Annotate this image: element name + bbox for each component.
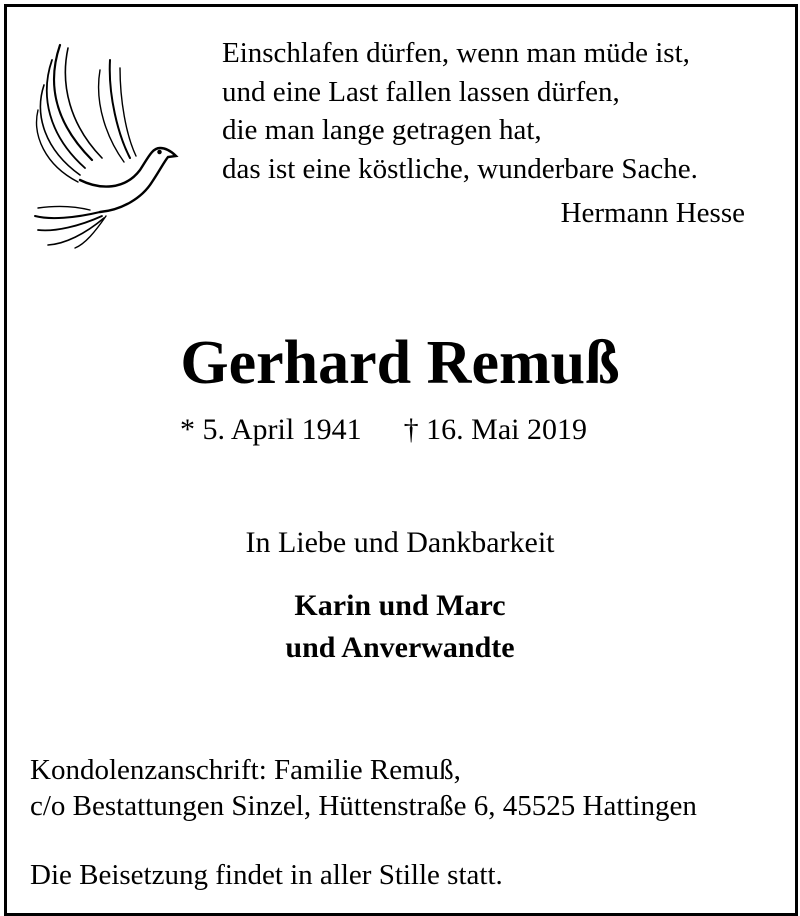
condolence-address <box>30 752 697 824</box>
mourners-line: und Anverwandte <box>285 631 515 664</box>
poem-quote <box>222 34 698 188</box>
poem-line: Einschlafen dürfen, wenn man müde ist, <box>222 37 690 69</box>
burial-note: Die Beisetzung findet in aller Stille statt. <box>30 859 503 891</box>
poem-author: Hermann Hesse <box>560 197 745 229</box>
death-date: † 16. Mai 2019 <box>403 413 587 446</box>
poem-line: die man lange getragen hat, <box>222 114 542 146</box>
poem-line: und eine Last fallen lassen dürfen, <box>222 75 620 108</box>
mourners-line: Karin und Marc <box>294 589 506 622</box>
life-dates <box>180 413 587 447</box>
birth-date: * 5. April 1941 <box>180 413 362 446</box>
dedication-text: In Liebe und Dankbarkeit <box>245 526 555 559</box>
poem-line: das ist eine köstliche, wunderbare Sache. <box>222 152 698 185</box>
mourners <box>0 585 800 669</box>
deceased-name: Gerhard Remuß <box>180 329 620 397</box>
condolence-line: c/o Bestattungen Sinzel, Hüttenstraße 6, 45525 Hattingen <box>30 790 697 822</box>
condolence-line: Kondolenzanschrift: Familie Remuß, <box>30 754 461 786</box>
dove-icon <box>30 40 180 250</box>
